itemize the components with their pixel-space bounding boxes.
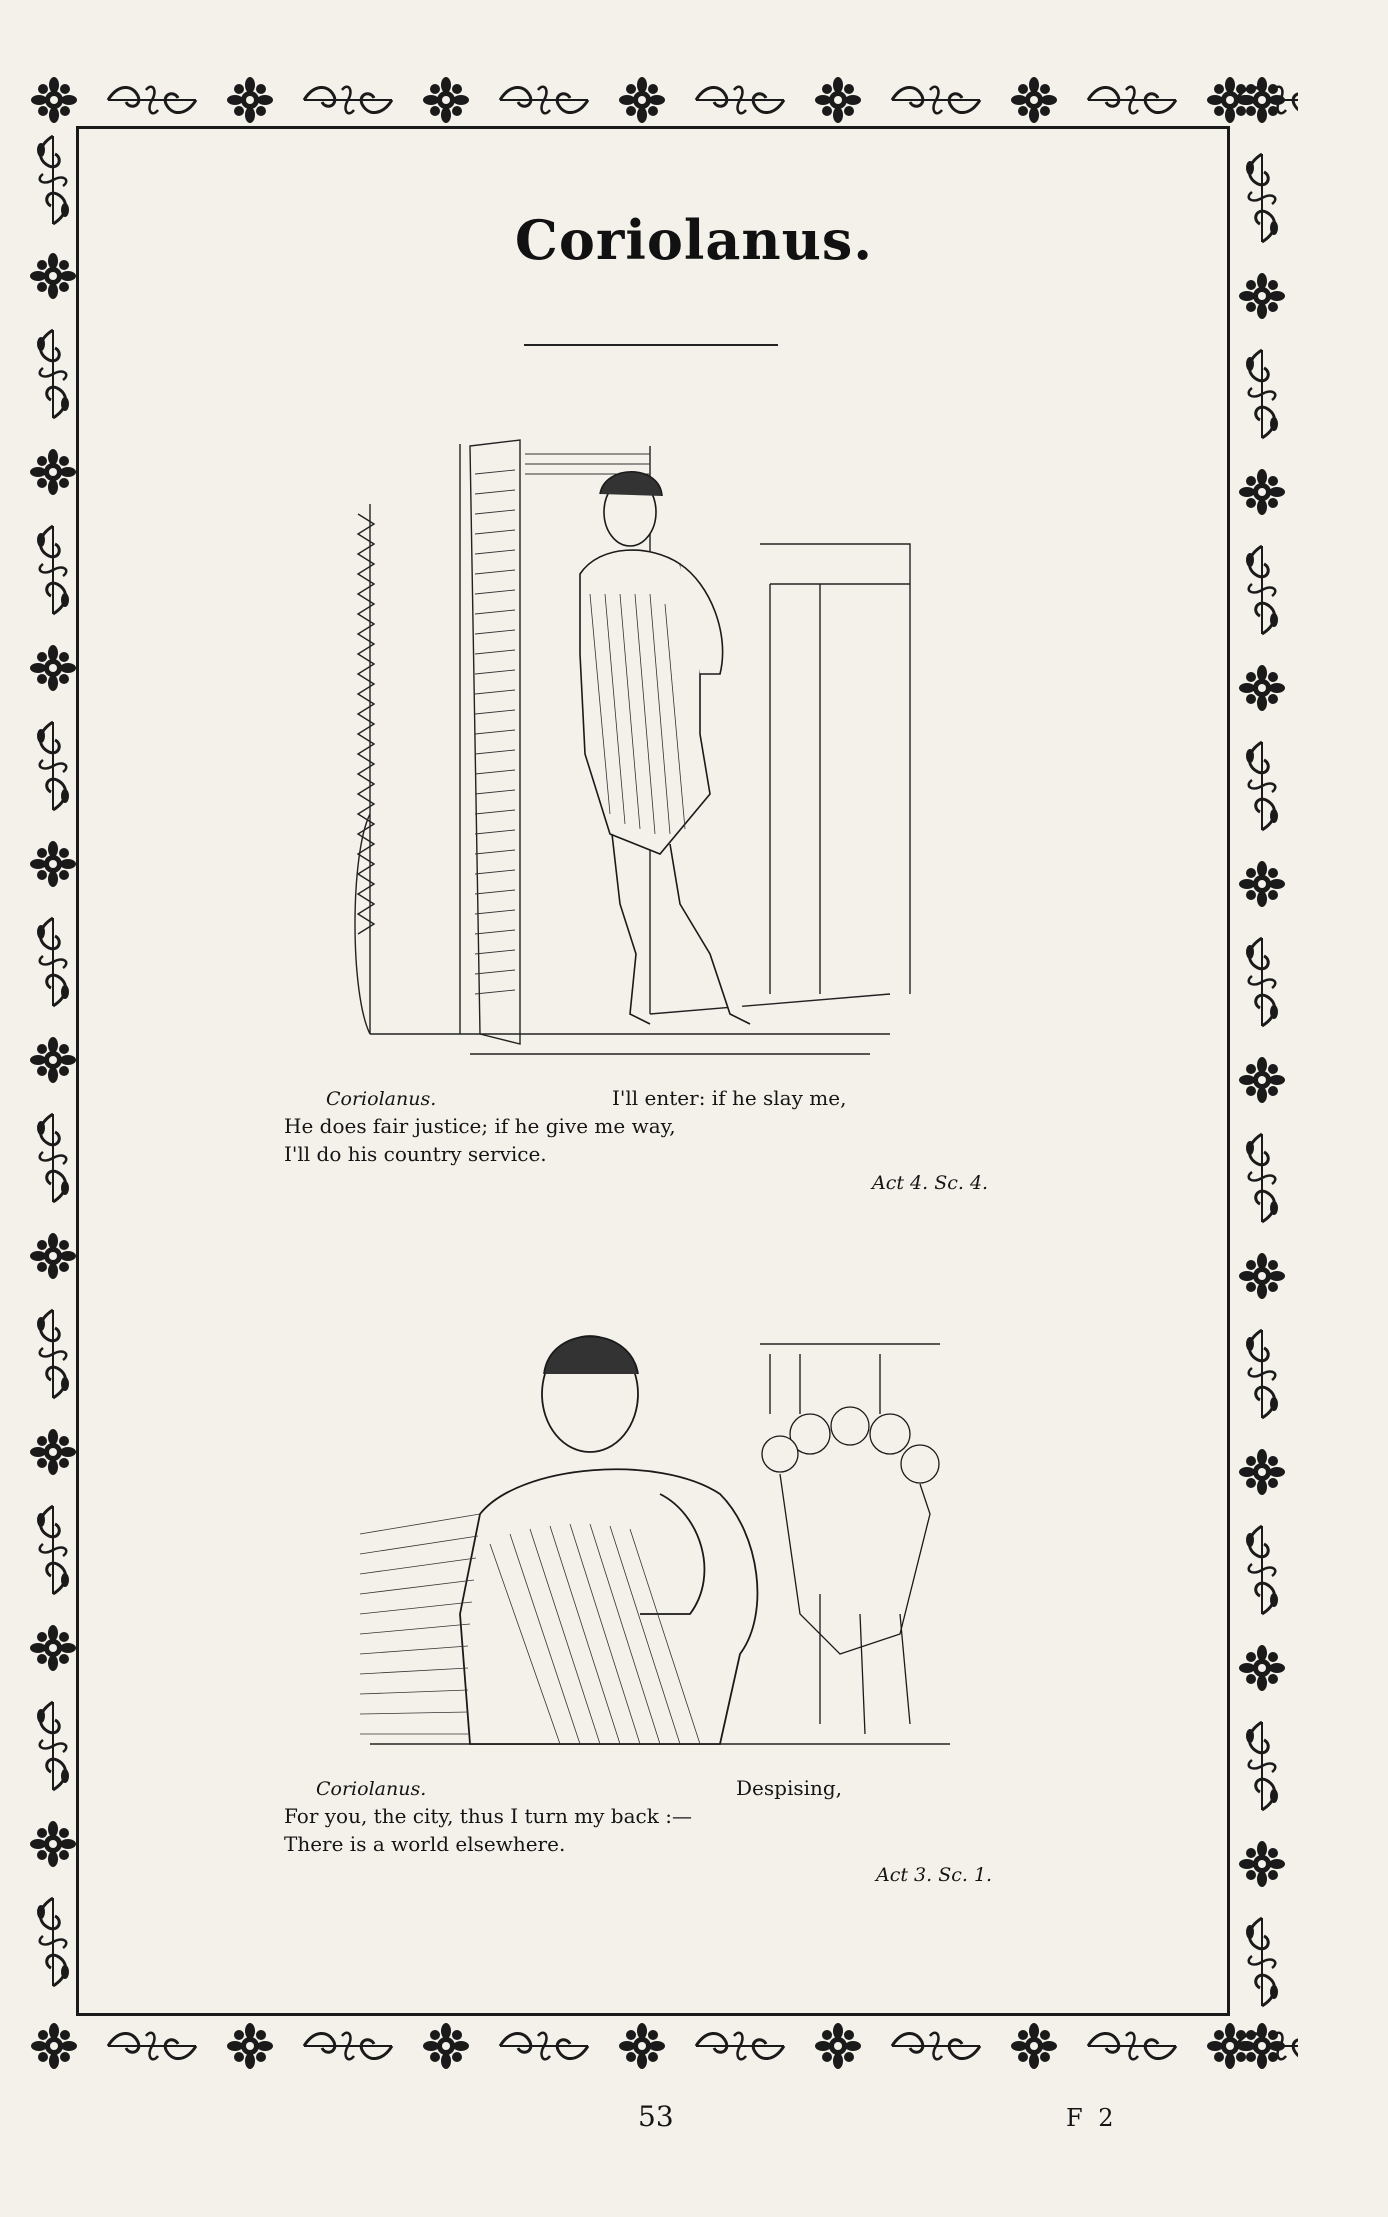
caption-2-text-2: For you, the city, thus I turn my back :— [284,1804,692,1828]
floral-border-ornament-icon [30,70,1298,130]
floral-border-ornament-icon [22,120,84,2020]
engraving-coriolanus-doorway-icon [350,434,930,1064]
floral-border-ornament-icon [30,2016,1298,2076]
engraving-coriolanus-crowd-icon [360,1314,960,1754]
illustration-doorway [350,434,930,1064]
caption-1-text-3: I'll do his country service. [284,1142,547,1166]
title-rule [524,344,778,346]
caption-2-speaker: Coriolanus. [316,1778,427,1800]
illustration-crowd [360,1314,960,1754]
ornamental-border-left [22,120,84,2020]
caption-2-text-1: Despising, [736,1776,843,1800]
ornamental-border-bottom [30,2016,1298,2076]
ornamental-border-right [1224,70,1300,2076]
ornamental-border-top [30,70,1298,130]
caption-1-act: Act 4. Sc. 4. [872,1172,989,1194]
caption-1-line-1 [326,1084,436,1113]
caption-1-text-2: He does fair justice; if he give me way, [284,1114,676,1138]
caption-2-act: Act 3. Sc. 1. [876,1864,993,1886]
signature-mark: F 2 [1066,2104,1118,2132]
page-number: 53 [638,2100,674,2133]
caption-1-text-1: I'll enter: if he slay me, [612,1086,847,1110]
page-title: Coriolanus. [514,208,874,272]
caption-2-line-1 [316,1774,426,1803]
floral-border-ornament-icon [1224,70,1300,2076]
caption-2-text-3: There is a world elsewhere. [284,1832,566,1856]
caption-1-speaker: Coriolanus. [326,1088,437,1110]
